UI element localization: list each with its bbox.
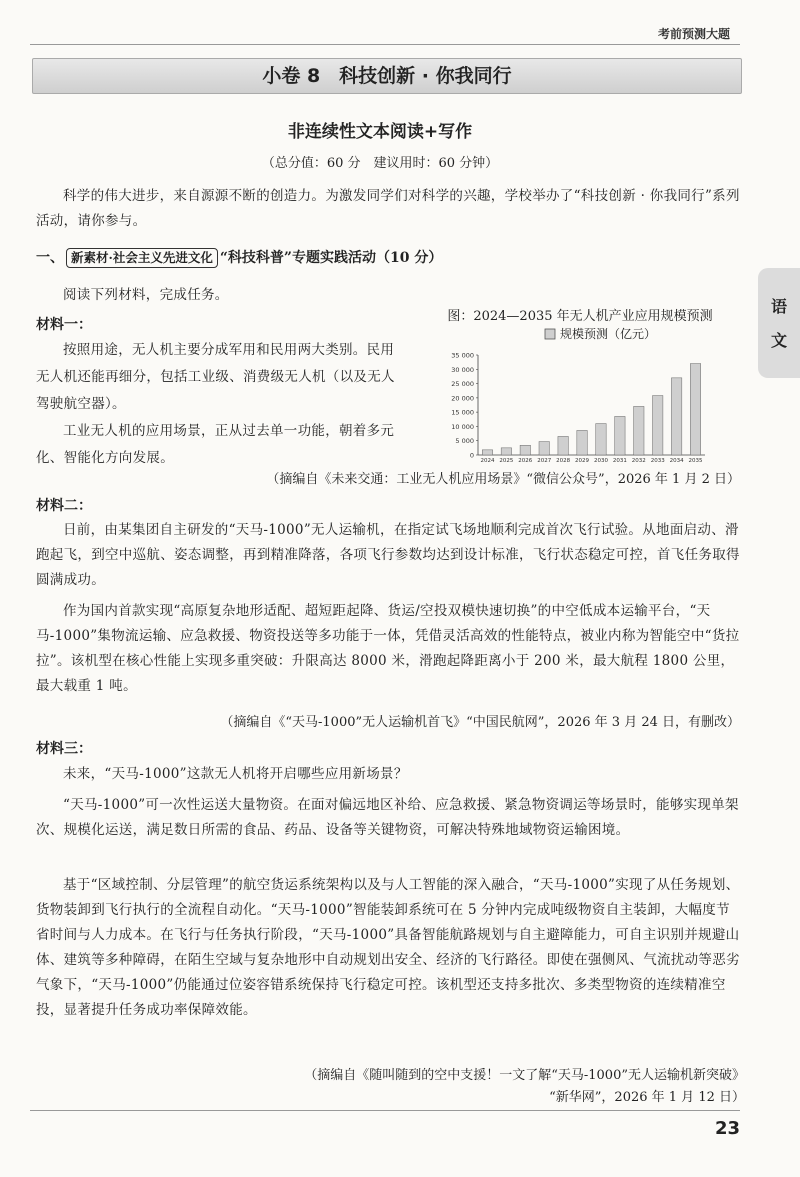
x-tick-label: 2028 (556, 458, 571, 464)
material3-paragraph: “天马-1000”可一次性运送大量物资。在面对偏远地区补给、应急救援、紧急物资调运等场景时，能够实现单架次、规模化运送，满足数日所需的食品、药品、设备等关键物资，可解决特殊地域物资运输困境。 (36, 797, 739, 838)
y-tick-label: 25 000 (451, 380, 474, 389)
legend-swatch (545, 329, 555, 339)
x-tick-label: 2030 (593, 458, 608, 464)
material1-source: （摘编自《未来交通：工业无人机应用场景》“微信公众号”，2026 年 1 月 2 日） (266, 472, 740, 487)
instruction-paragraph: 阅读下列材料，完成任务。 (63, 287, 229, 303)
material2-label: 材料二： (36, 498, 92, 514)
section-subtitle: 非连续性文本阅读+写作 (287, 122, 473, 142)
x-tick-label: 2026 (518, 458, 533, 464)
chart-container (420, 305, 740, 465)
header-label: 考前预测大题 (657, 27, 730, 41)
header-rule (30, 44, 740, 45)
x-tick-label: 2035 (688, 458, 703, 464)
bar (482, 450, 492, 455)
bar (558, 436, 568, 455)
x-tick-label: 2031 (612, 458, 627, 464)
material2-source: （摘编自《“天马-1000”无人运输机首飞》“中国民航网”，2026 年 3 月 24 日，有删改） (220, 715, 740, 730)
bar (615, 416, 625, 455)
bar (577, 430, 587, 455)
bar (501, 448, 511, 455)
paper-title-bar: 小卷 8 科技创新 · 你我同行 (32, 58, 742, 94)
bar-chart (420, 325, 740, 465)
x-tick-label: 2029 (575, 458, 590, 464)
x-tick-label: 2033 (650, 458, 665, 464)
y-tick-label: 30 000 (451, 365, 474, 374)
x-tick-label: 2025 (499, 458, 514, 464)
section-prefix: 一、 (36, 250, 64, 266)
bar (653, 396, 663, 455)
y-tick-label: 35 000 (451, 351, 474, 360)
section-heading (36, 247, 442, 268)
material3-paragraph: 基于“区域控制、分层管理”的航空货运系统架构以及与人工智能的深入融合，“天马-1000”实现了从任务规划、货物装卸到飞行执行的全流程自动化。“天马-1000”智能装卸系统可在 5 分钟内完成吨级物资自主装卸，大幅度节省时间与人力成本。在飞行与任务执行阶段，“天马-1000”具备智能航路规划与自主避障能力，可自主识别并规避山体、建筑等多种障碍，在陌生空域与复杂地形中自动规划出安全、经济的飞行路径。即使在强侧风、气流扰动等恶劣气象下，“天马-1000”仍能通过位姿容错系统保持飞行稳定可控。该机型还支持多批次、多类型物资的连续精准空投，显著提升任务成功率保障效能。 (36, 877, 740, 1018)
bar (671, 378, 681, 455)
page-number: 23 (714, 1118, 740, 1139)
material2-paragraph: 作为国内首款实现“高原复杂地形适配、超短距起降、货运/空投双模快速切换”的中空低成本运输平台，“天马-1000”集物流运输、应急救援、物资投送等多功能于一体，凭借灵活高效的性能特点，被业内称为智能空中“货拉拉”。该机型在核心性能上实现多重突破：升限高达 8000 米，滑跑起降距离小于 200 米，最大航程 1800 公里，最大载重 1 吨。 (36, 603, 740, 694)
y-tick-label: 20 000 (451, 394, 474, 403)
section-title: “科技科普”专题实践活动（10 分） (219, 250, 443, 266)
y-tick-label: 10 000 (451, 422, 474, 431)
intro-paragraph: 科学的伟大进步，来自源源不断的创造力。为激发同学们对科学的兴趣，学校举办了“科技创新 · 你我同行”系列活动，请你参与。 (36, 188, 740, 229)
y-tick-label: 5 000 (455, 437, 474, 446)
bar (634, 406, 644, 455)
x-tick-label: 2027 (537, 458, 552, 464)
bottom-rule (30, 1110, 740, 1111)
score-note: （总分值：60 分 建议用时：60 分钟） (261, 156, 499, 171)
side-tab-char: 文 (770, 331, 787, 350)
legend-label: 规模预测（亿元） (560, 327, 657, 341)
x-tick-label: 2024 (480, 458, 495, 464)
material1-paragraph: 工业无人机的应用场景，正从过去单一功能，朝着多元化、智能化方向发展。 (36, 423, 395, 466)
x-tick-label: 2034 (669, 458, 684, 464)
bar (520, 445, 530, 455)
side-tab-char: 语 (770, 297, 787, 316)
y-tick-label: 0 (469, 451, 474, 460)
material1-paragraph: 按照用途，无人机主要分成军用和民用两大类别。民用无人机还能再细分，包括工业级、消费级无人机（以及无人驾驶航空器）。 (36, 342, 395, 412)
x-tick-label: 2032 (631, 458, 646, 464)
material2-paragraph: 日前，由某集团自主研发的“天马-1000”无人运输机，在指定试飞场地顺利完成首次飞行试验。从地面启动、滑跑起飞，到空中巡航、姿态调整，再到精准降落，各项飞行参数均达到设计标准，飞行状态稳定可控，首飞任务取得圆满成功。 (36, 522, 740, 588)
side-tab (758, 268, 800, 378)
bar (690, 364, 700, 455)
material3-source-line: （摘编自《随叫随到的空中支援！一文了解“天马-1000”无人运输机新突破》 (304, 1068, 745, 1083)
material3-paragraph: 未来，“天马-1000”这款无人机将开启哪些应用新场景？ (63, 766, 408, 782)
section-tag: 新素材·社会主义先进文化 (66, 248, 218, 268)
material3-source (185, 1065, 745, 1109)
material1-label: 材料一： (36, 317, 92, 333)
bar (539, 442, 549, 455)
y-tick-label: 15 000 (451, 408, 474, 417)
bar (596, 424, 606, 455)
chart-title: 图：2024—2035 年无人机产业应用规模预测 (447, 309, 713, 324)
material3-label: 材料三： (36, 741, 92, 757)
material3-source-line: “新华网”，2026 年 1 月 12 日） (549, 1090, 745, 1105)
